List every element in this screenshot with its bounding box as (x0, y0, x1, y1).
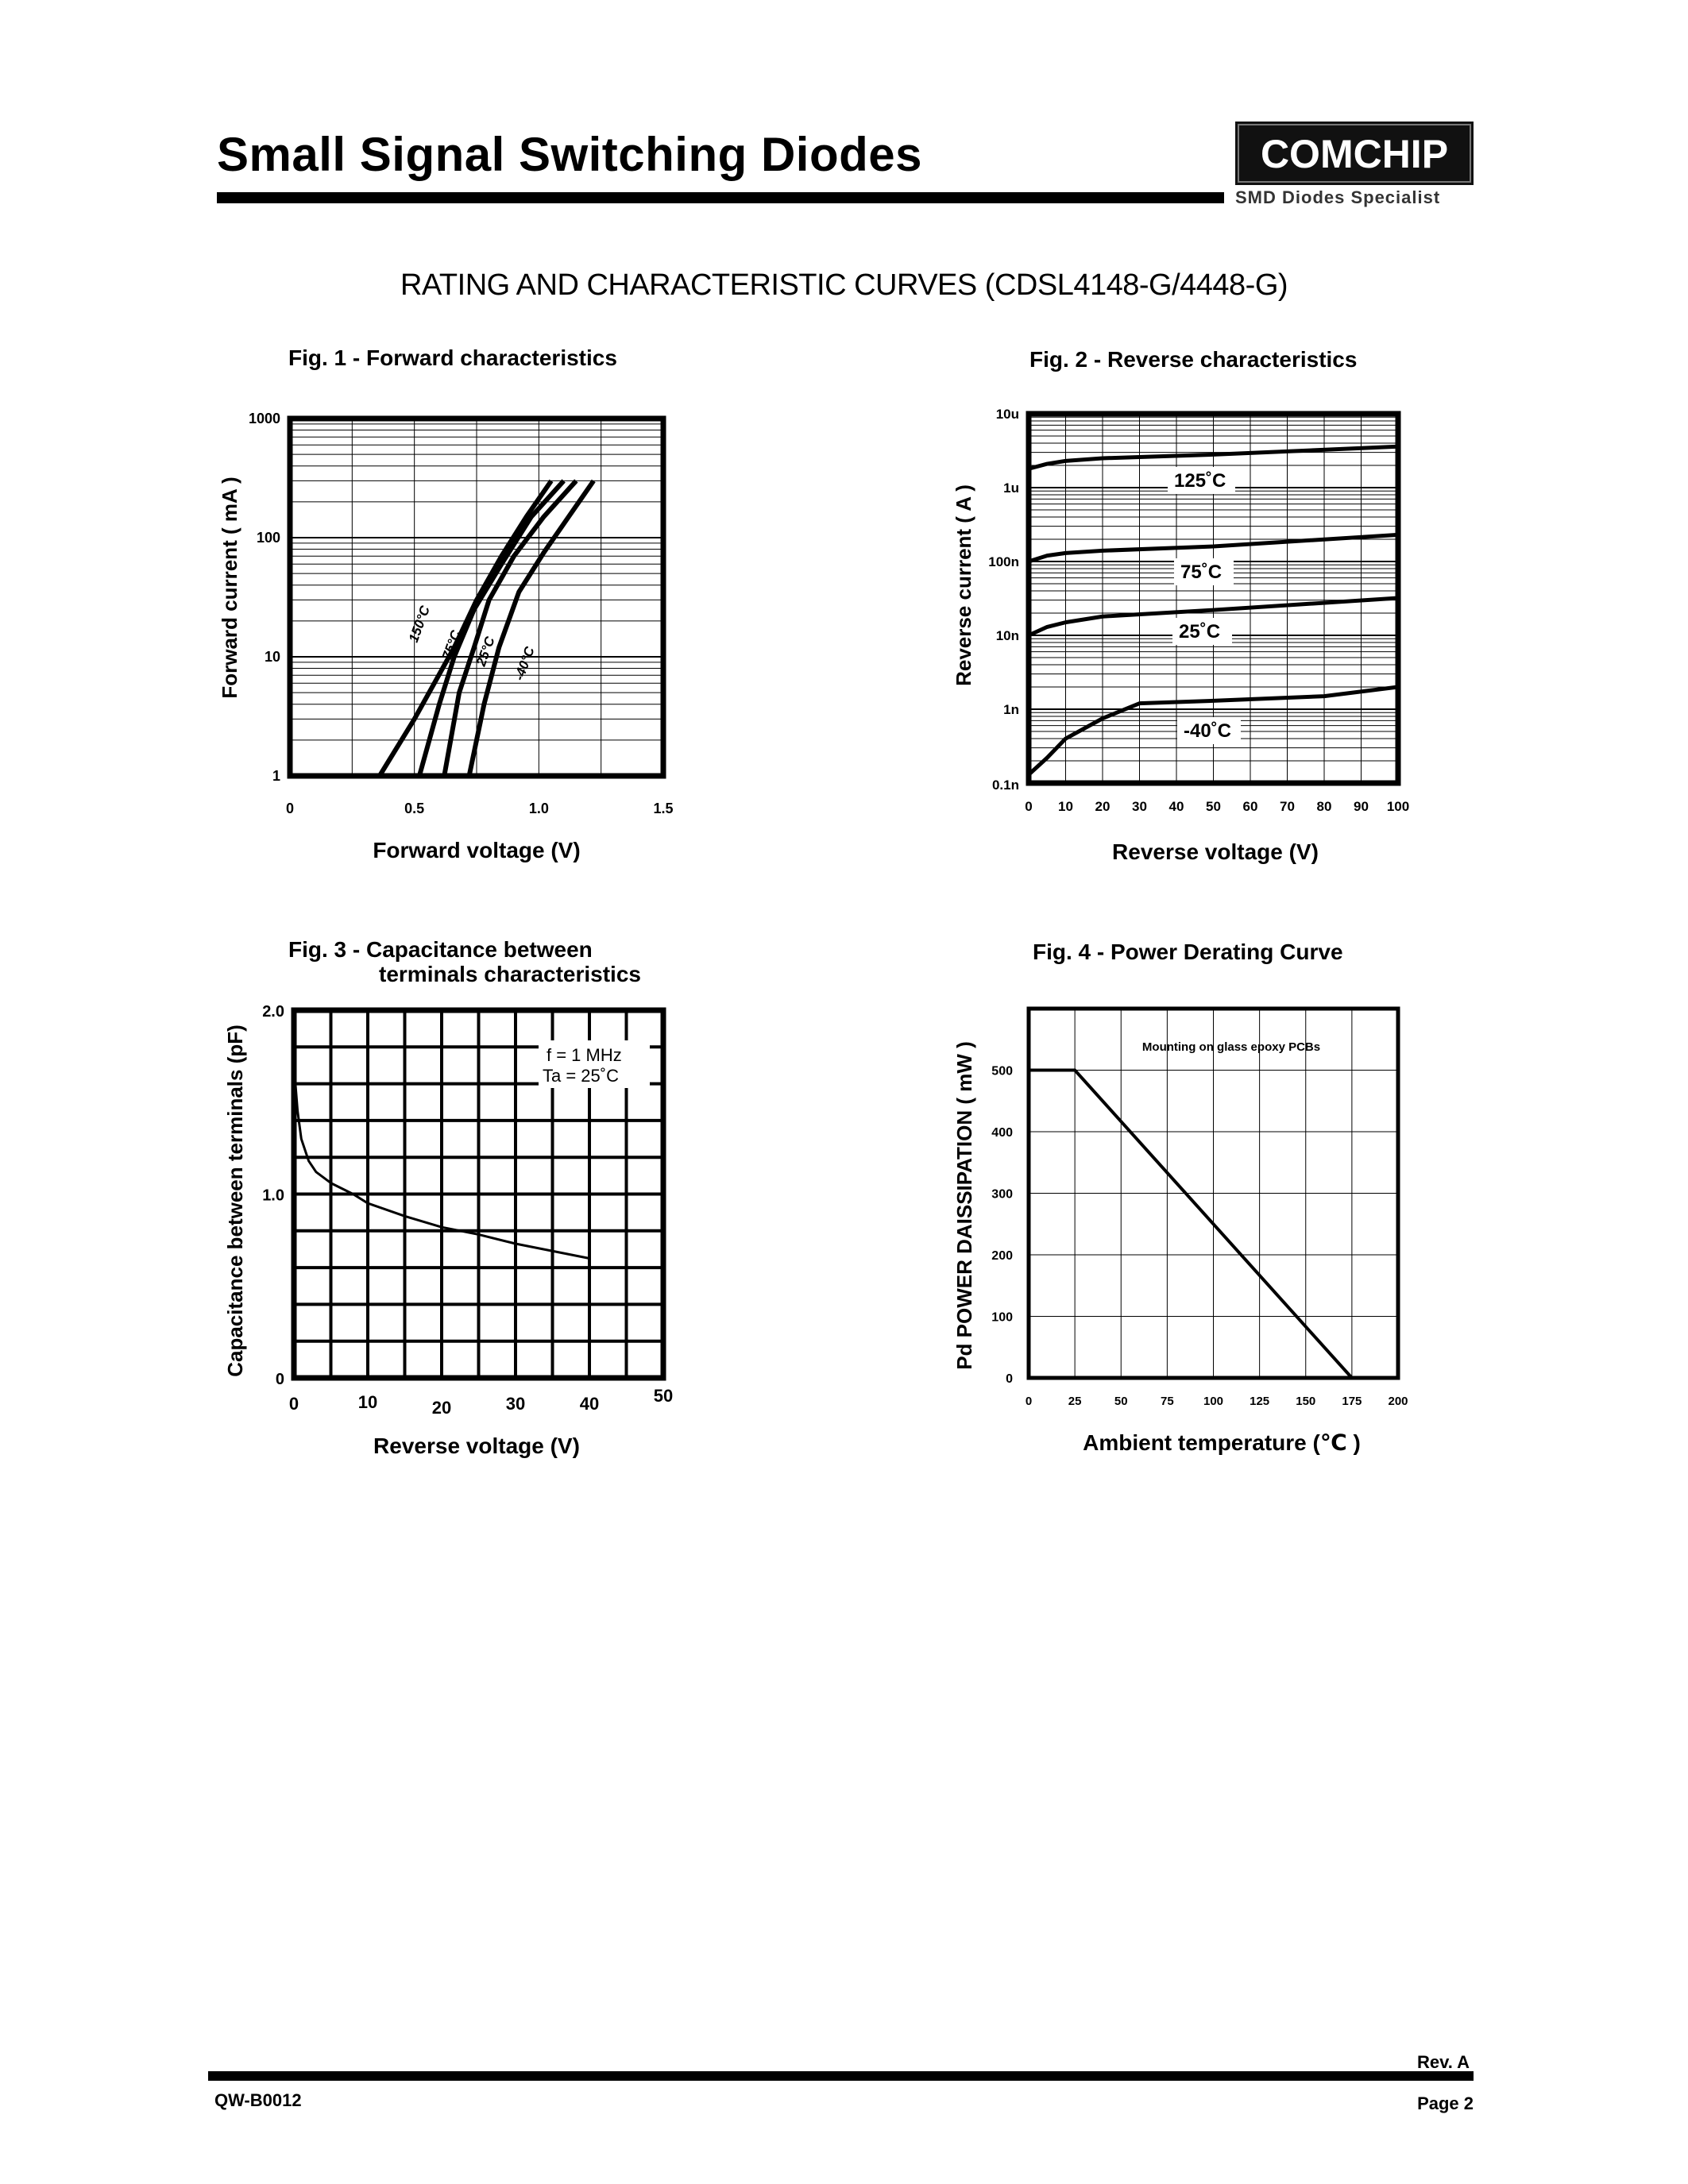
fig3-title-line2: terminals characteristics (379, 962, 641, 986)
fig4-xtick: 200 (1388, 1395, 1408, 1408)
fig1-ytick: 1000 (248, 411, 280, 426)
fig1-xtick: 1.5 (653, 801, 674, 816)
fig1-title: Fig. 1 - Forward characteristics (288, 345, 617, 370)
fig4-annotation: Mounting on glass epoxy PCBs (1141, 1040, 1321, 1054)
fig3-ytick: 0 (275, 1371, 284, 1388)
fig3-ylabel: Capacitance between terminals (pF) (223, 1024, 247, 1377)
footer-revision: Rev. A (1416, 2052, 1470, 2072)
fig1-ytick: 10 (264, 649, 280, 665)
fig2-ytick: 10u (995, 407, 1019, 422)
fig1-ylabel: Forward current ( mA ) (218, 477, 241, 699)
fig2-label-25: 25˚C (1179, 621, 1221, 642)
fig2-label-125: 125˚C (1174, 470, 1226, 492)
fig2-label-75: 75˚C (1180, 561, 1223, 583)
fig2-xlabel: Reverse voltage (V) (1112, 839, 1319, 864)
fig4-xtick: 50 (1114, 1395, 1128, 1408)
fig4-ytick: 100 (991, 1310, 1013, 1325)
fig2-label-m40: -40˚C (1184, 720, 1232, 742)
fig4-xtick: 125 (1250, 1395, 1270, 1408)
fig3-ytick: 1.0 (262, 1187, 284, 1205)
fig4-xtick: 25 (1068, 1395, 1082, 1408)
fig4-ytick: 300 (991, 1187, 1013, 1202)
fig2-title: Fig. 2 - Reverse characteristics (1029, 347, 1358, 372)
fig1-xtick: 1.0 (528, 801, 549, 816)
fig3-ytick: 2.0 (262, 1003, 284, 1021)
fig3-title: Fig. 3 - Capacitance between (288, 937, 593, 962)
logo-text: COMCHIP (1260, 132, 1449, 176)
fig1-label-75: 75°C (438, 628, 464, 662)
footer-rule (208, 2071, 1474, 2081)
fig4-ytick: 0 (1006, 1372, 1013, 1386)
fig1-label-m40: -40°C (511, 644, 538, 683)
fig2-ylabel: Reverse current ( A ) (952, 484, 975, 686)
fig1-label-25: 25°C (473, 635, 498, 669)
fig2-ytick: 100n (988, 554, 1019, 569)
fig2-xtick: 70 (1280, 799, 1295, 814)
fig1-ytick: 100 (256, 530, 280, 546)
fig2-xtick: 20 (1095, 799, 1111, 814)
fig2-ytick: 1n (1003, 702, 1019, 717)
fig4-ytick: 400 (991, 1126, 1013, 1140)
fig2-xtick: 100 (1386, 799, 1410, 814)
fig2-ytick: 0.1n (991, 778, 1019, 793)
fig2-xtick: 90 (1354, 799, 1369, 814)
fig4-ylabel: Pd POWER DAISSIPATION ( mW ) (952, 1041, 976, 1370)
fig2-ytick: 10n (995, 628, 1019, 643)
fig3-annotation-temp: Ta = 25˚C (543, 1066, 619, 1086)
logo-tagline: SMD Diodes Specialist (1235, 187, 1441, 207)
section-title: RATING AND CHARACTERISTIC CURVES (CDSL4148-G/4448-G) (400, 268, 1288, 302)
fig3-xlabel: Reverse voltage (V) (373, 1433, 580, 1458)
page-title: Small Signal Switching Diodes (217, 128, 922, 181)
fig2-xtick: 0 (1025, 799, 1033, 814)
footer-doc-number: QW-B0012 (214, 2090, 302, 2110)
fig1-xtick: 0.5 (404, 801, 425, 816)
fig4-ytick: 500 (991, 1064, 1013, 1078)
fig1-label-150: 150°C (405, 604, 433, 645)
fig3-xtick: 50 (653, 1386, 674, 1406)
fig3-annotation-freq: f = 1 MHz (547, 1045, 622, 1065)
footer-page-number: Page 2 (1417, 2093, 1474, 2113)
fig3-xtick: 10 (357, 1392, 378, 1412)
fig2-xtick: 30 (1132, 799, 1147, 814)
fig3-xtick: 40 (579, 1394, 600, 1414)
fig3-xtick: 20 (431, 1398, 452, 1418)
fig4-xlabel: Ambient temperature (℃ ) (1083, 1430, 1361, 1455)
fig4-xtick: 75 (1161, 1395, 1174, 1408)
fig2-xtick: 50 (1206, 799, 1221, 814)
fig3-xtick: 0 (288, 1394, 299, 1414)
fig2-xtick: 60 (1242, 799, 1258, 814)
fig4-title: Fig. 4 - Power Derating Curve (1033, 940, 1343, 964)
fig4-ytick: 200 (991, 1249, 1013, 1263)
fig4-xtick: 100 (1203, 1395, 1224, 1408)
fig4-xtick: 175 (1342, 1395, 1362, 1408)
fig1-ytick: 1 (272, 768, 280, 784)
fig2-xtick: 10 (1058, 799, 1073, 814)
fig3-xtick: 30 (505, 1394, 526, 1414)
fig2-xtick: 40 (1168, 799, 1184, 814)
fig4-series-0 (1029, 1071, 1352, 1379)
fig1-xlabel: Forward voltage (V) (373, 838, 581, 862)
fig4-xtick: 150 (1296, 1395, 1316, 1408)
fig1-xtick: 0 (285, 801, 295, 816)
fig2-ytick: 1u (1003, 480, 1019, 496)
fig4-xtick: 0 (1025, 1395, 1033, 1408)
fig2-xtick: 80 (1316, 799, 1332, 814)
